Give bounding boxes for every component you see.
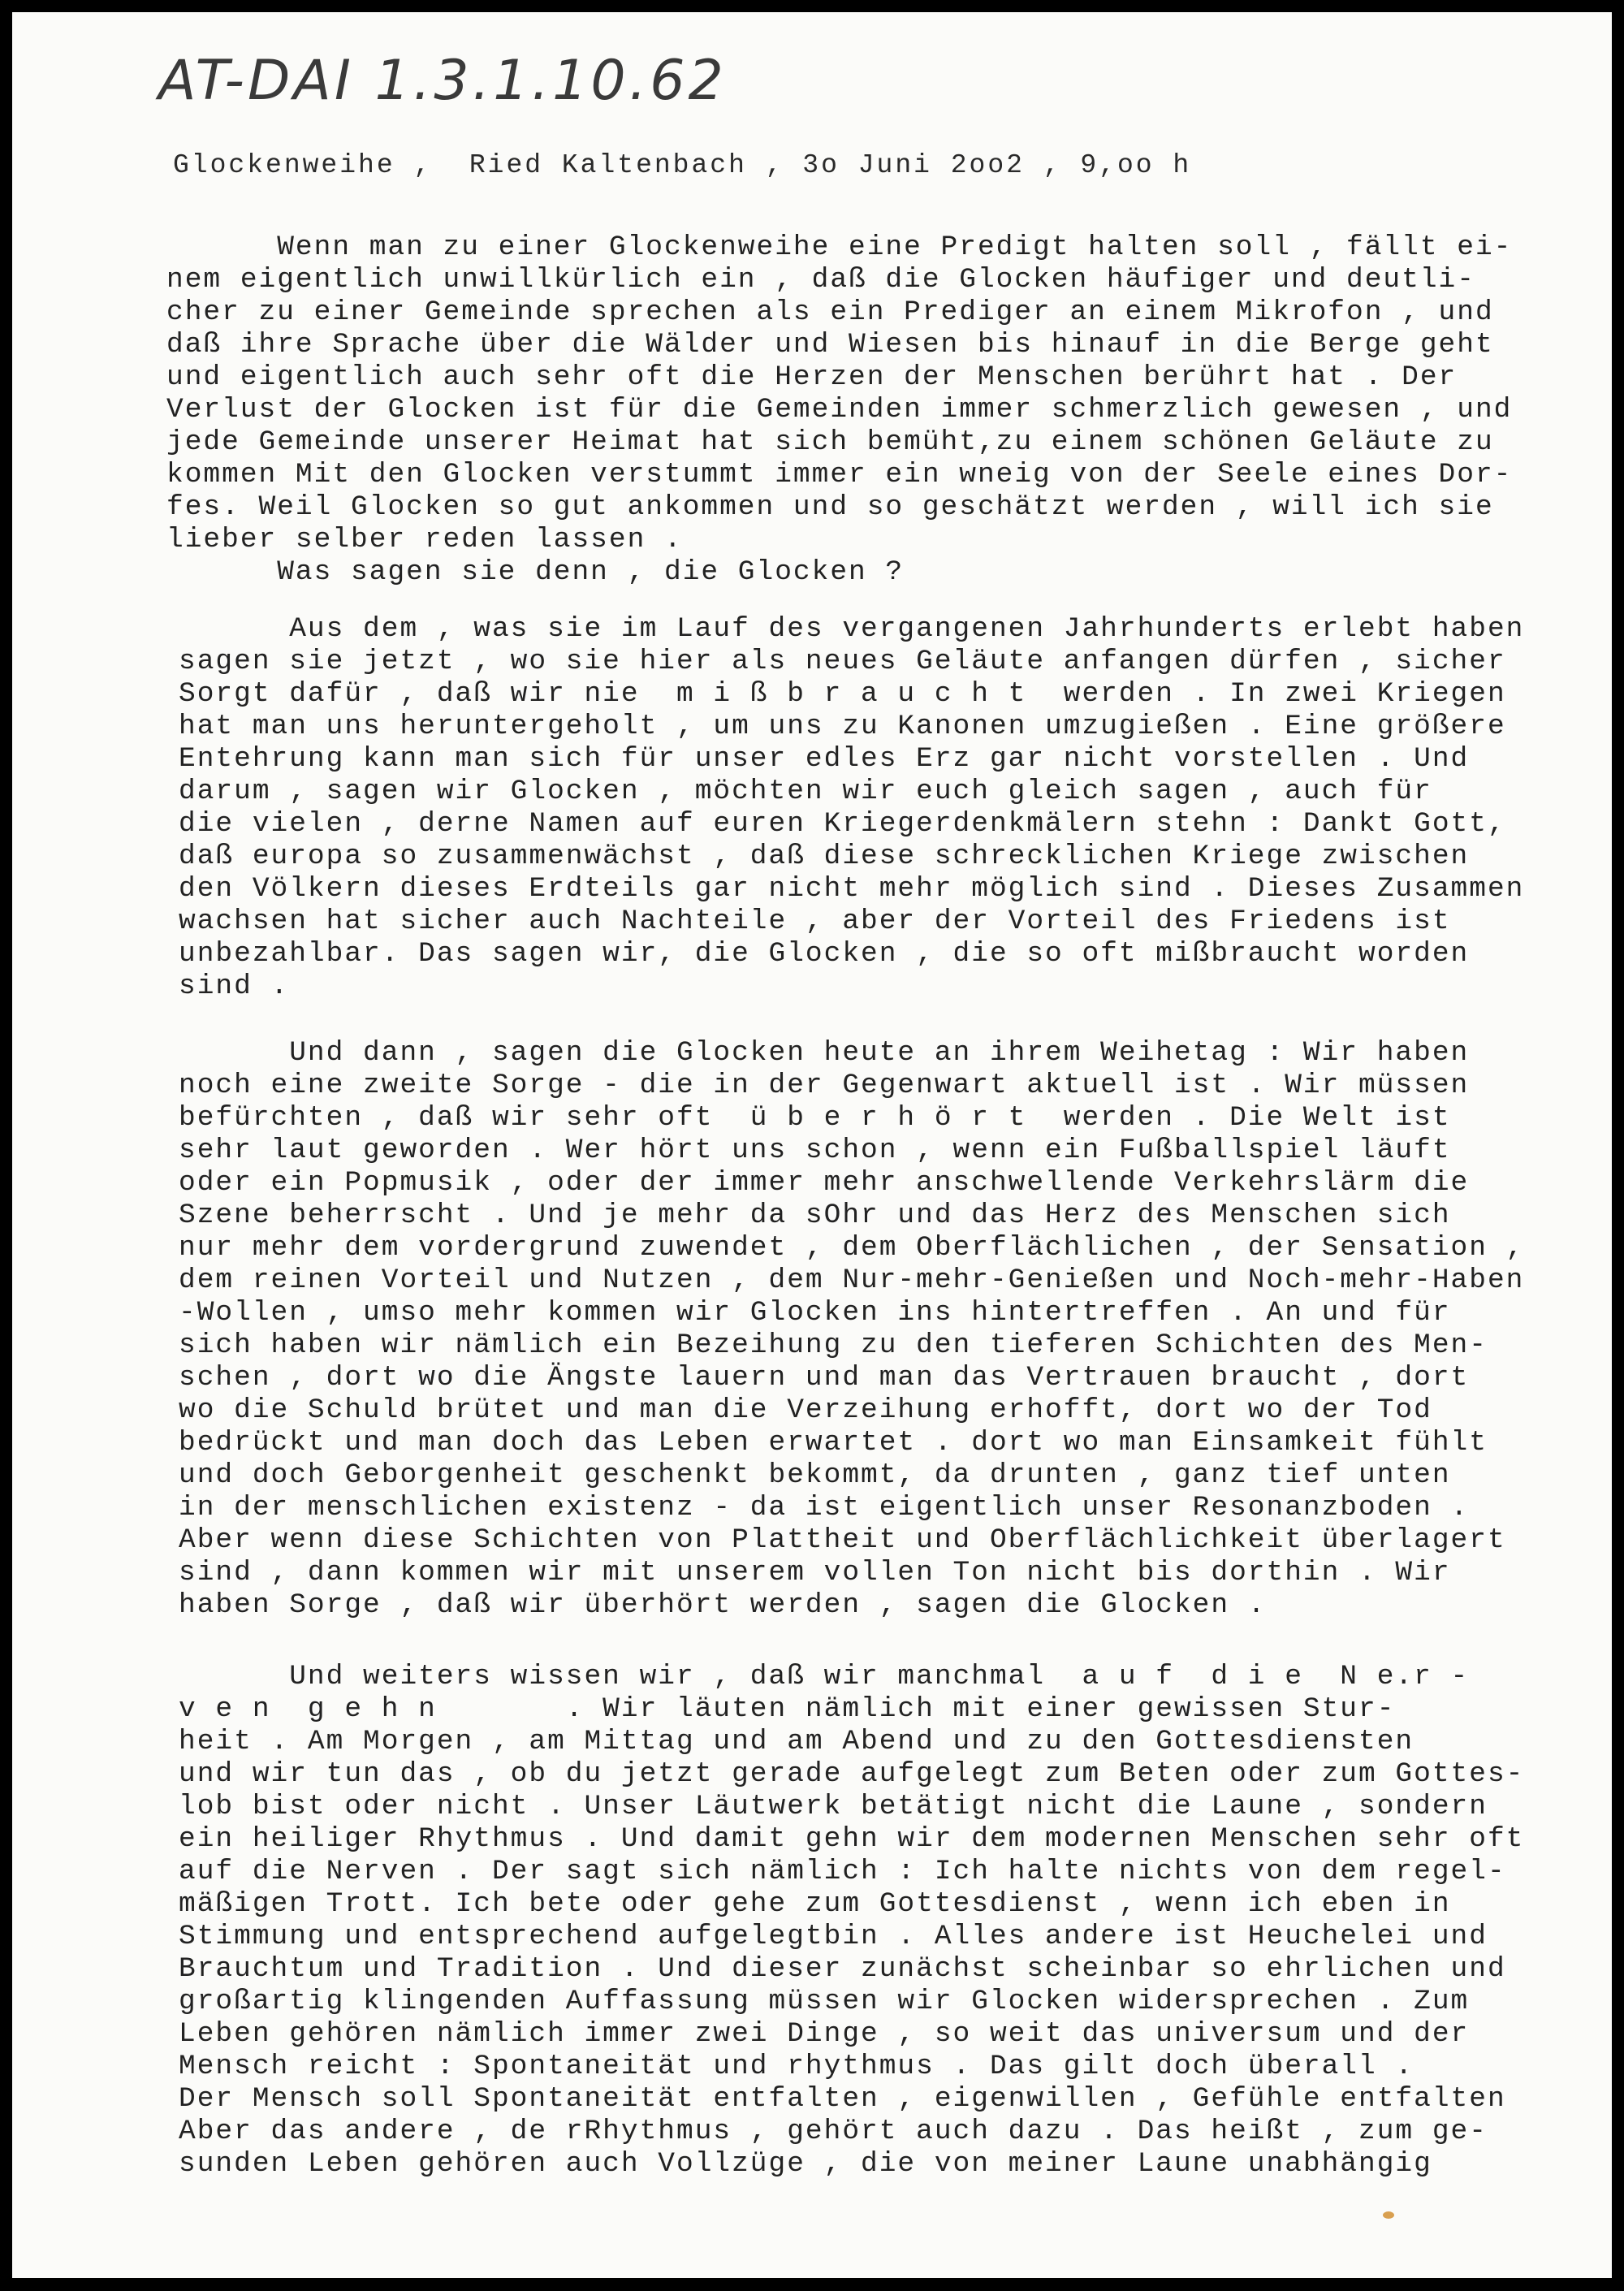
text-line: großartig klingenden Auffassung müssen wir Glocken widersprechen . Zum (179, 1986, 1470, 2017)
text-line: wo die Schuld brütet und man die Verzeihung erhofft, dort wo der Tod (179, 1394, 1432, 1426)
text-line: Sorgt dafür , daß wir nie m i ß b r a u c h t werden . In zwei Kriegen (179, 678, 1506, 710)
text-line: sind . (179, 970, 290, 1002)
text-line: daß europa so zusammenwächst , daß diese schrecklichen Kriege zwischen (179, 841, 1470, 872)
text-line: jede Gemeinde unserer Heimat hat sich bemüht,zu einem schönen Geläute zu (166, 426, 1494, 458)
text-line: heit . Am Morgen , am Mittag und am Abend und zu den Gottesdiensten (179, 1726, 1415, 1757)
text-line: den Völkern dieses Erdteils gar nicht mehr möglich sind . Dieses Zusammen (179, 873, 1525, 905)
text-line: Und weiters wissen wir , daß wir manchmal a u f d i e N e.r - (179, 1661, 1470, 1692)
document-title: Glockenweihe , Ried Kaltenbach , 3o Juni 2oo2 , 9,oo h (173, 150, 1192, 180)
text-line: Mensch reicht : Spontaneität und rhythmus . Das gilt doch überall . (179, 2051, 1415, 2082)
text-line: bedrückt und man doch das Leben erwartet . dort wo man Einsamkeit fühlt (179, 1427, 1488, 1459)
text-line: die vielen , derne Namen auf euren Kriegerdenkmälern stehn : Dankt Gott, (179, 808, 1506, 840)
text-line: hat man uns heruntergeholt , um uns zu Kanonen umzugießen . Eine größere (179, 711, 1506, 742)
text-line: sagen sie jetzt , wo sie hier als neues Geläute anfangen dürfen , sicher (179, 646, 1506, 677)
text-line: Der Mensch soll Spontaneität entfalten , eigenwillen , Gefühle entfalten (179, 2083, 1506, 2115)
paragraph-1 (166, 231, 1563, 589)
text-line: cher zu einer Gemeinde sprechen als ein Prediger an einem Mikrofon , und (166, 296, 1494, 328)
text-line: lieber selber reden lassen . (166, 524, 683, 555)
text-line: Verlust der Glocken ist für die Gemeinden immer schmerzlich gewesen , und (166, 394, 1513, 426)
text-line: Leben gehören nämlich immer zwei Dinge , so weit das universum und der (179, 2018, 1470, 2050)
text-line: Aus dem , was sie im Lauf des vergangenen Jahrhunderts erlebt haben (179, 613, 1525, 645)
text-line: befürchten , daß wir sehr oft ü b e r h ö r t werden . Die Welt ist (179, 1102, 1451, 1134)
text-line: v e n g e h n . Wir läuten nämlich mit einer gewissen Stur- (179, 1693, 1396, 1725)
text-line: lob bist oder nicht . Unser Läutwerk betätigt nicht die Laune , sondern (179, 1791, 1488, 1822)
scan-mark (1383, 2211, 1394, 2219)
text-line: kommen Mit den Glocken verstummt immer ein wneig von der Seele eines Dor- (166, 459, 1513, 491)
text-line: Szene beherrscht . Und je mehr da sOhr und das Herz des Menschen sich (179, 1200, 1451, 1231)
text-line: sehr laut geworden . Wer hört uns schon , wenn ein Fußballspiel läuft (179, 1135, 1451, 1166)
text-line: Und dann , sagen die Glocken heute an ihrem Weihetag : Wir haben (179, 1037, 1470, 1069)
paragraph-2 (179, 613, 1575, 1003)
text-line: Brauchtum und Tradition . Und dieser zunächst scheinbar so ehrlichen und (179, 1953, 1506, 1985)
text-line: Wenn man zu einer Glockenweihe eine Predigt halten soll , fällt ei- (166, 231, 1513, 263)
text-line: schen , dort wo die Ängste lauern und man das Vertrauen braucht , dort (179, 1362, 1470, 1394)
text-line: fes. Weil Glocken so gut ankommen und so geschätzt werden , will ich sie (166, 491, 1494, 523)
text-line: daß ihre Sprache über die Wälder und Wiesen bis hinauf in die Berge geht (166, 329, 1494, 361)
text-line: sind , dann kommen wir mit unserem vollen Ton nicht bis dorthin . Wir (179, 1557, 1451, 1589)
text-line: nem eigentlich unwillkürlich ein , daß die Glocken häufiger und deutli- (166, 264, 1475, 296)
document-page (12, 12, 1612, 2278)
archive-reference-handwritten: AT-DAI 1.3.1.10.62 (158, 49, 727, 113)
text-line: sunden Leben gehören auch Vollzüge , die von meiner Laune unabhängig (179, 2148, 1432, 2180)
text-line: noch eine zweite Sorge - die in der Gegenwart aktuell ist . Wir müssen (179, 1070, 1470, 1101)
text-line: Entehrung kann man sich für unser edles Erz gar nicht vorstellen . Und (179, 743, 1470, 775)
paragraph-4 (179, 1661, 1575, 2181)
text-line: oder ein Popmusik , oder der immer mehr anschwellende Verkehrslärm die (179, 1167, 1470, 1199)
text-line: Was sagen sie denn , die Glocken ? (166, 556, 905, 588)
text-line: wachsen hat sicher auch Nachteile , aber der Vorteil des Friedens ist (179, 906, 1451, 937)
text-line: Stimmung und entsprechend aufgelegtbin . Alles andere ist Heuchelei und (179, 1921, 1488, 1952)
text-line: darum , sagen wir Glocken , möchten wir euch gleich sagen , auch für (179, 776, 1432, 807)
text-line: mäßigen Trott. Ich bete oder gehe zum Gottesdienst , wenn ich eben in (179, 1888, 1451, 1920)
text-line: -Wollen , umso mehr kommen wir Glocken ins hintertreffen . An und für (179, 1297, 1451, 1329)
text-line: und eigentlich auch sehr oft die Herzen der Menschen berührt hat . Der (166, 361, 1458, 393)
text-line: ein heiliger Rhythmus . Und damit gehn wir dem modernen Menschen sehr oft (179, 1823, 1525, 1855)
text-line: auf die Nerven . Der sagt sich nämlich : Ich halte nichts von dem regel- (179, 1856, 1506, 1887)
text-line: und wir tun das , ob du jetzt gerade aufgelegt zum Beten oder zum Gottes- (179, 1758, 1525, 1790)
text-line: Aber wenn diese Schichten von Plattheit und Oberflächlichkeit überlagert (179, 1524, 1506, 1556)
text-line: in der menschlichen existenz - da ist eigentlich unser Resonanzboden . (179, 1492, 1470, 1524)
text-line: sich haben wir nämlich ein Bezeihung zu den tieferen Schichten des Men- (179, 1329, 1488, 1361)
text-line: dem reinen Vorteil und Nutzen , dem Nur-mehr-Genießen und Noch-mehr-Haben (179, 1264, 1525, 1296)
text-line: Aber das andere , de rRhythmus , gehört auch dazu . Das heißt , zum ge- (179, 2116, 1488, 2147)
text-line: und doch Geborgenheit geschenkt bekommt, da drunten , ganz tief unten (179, 1459, 1451, 1491)
text-line: nur mehr dem vordergrund zuwendet , dem Oberflächlichen , der Sensation , (179, 1232, 1525, 1264)
text-line: unbezahlbar. Das sagen wir, die Glocken , die so oft mißbraucht worden (179, 938, 1470, 970)
text-line: haben Sorge , daß wir überhört werden , sagen die Glocken . (179, 1589, 1267, 1621)
paragraph-3 (179, 1037, 1575, 1622)
